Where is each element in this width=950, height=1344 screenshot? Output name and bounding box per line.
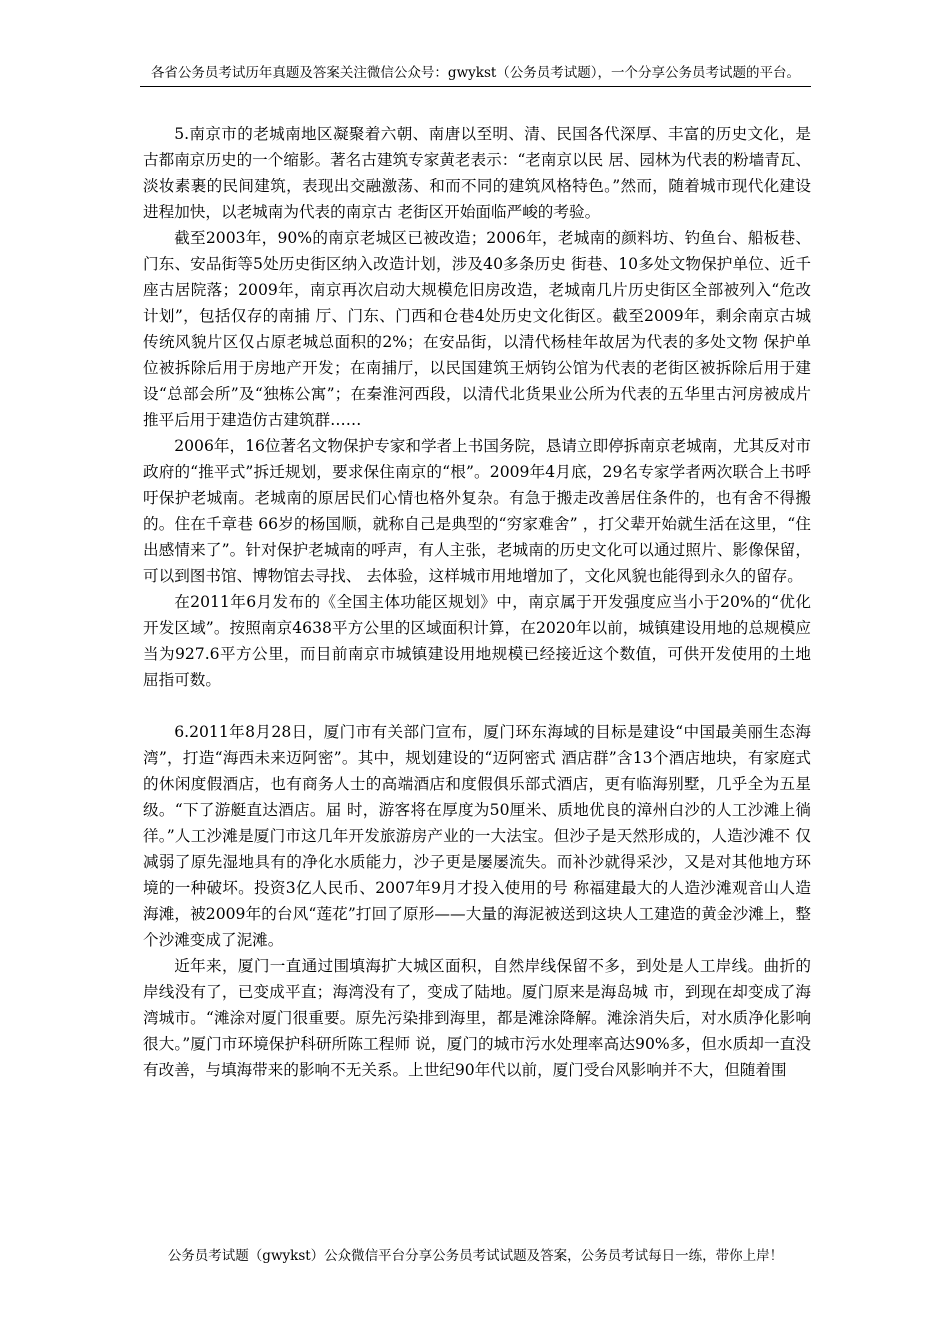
- page-header: 各省公务员考试历年真题及答案关注微信公众号：gwykst（公务员考试题），一个分享公务员考试题的平台。: [150, 65, 801, 81]
- section-spacer: [143, 693, 811, 719]
- section-5-paragraph-4: 在2011年6月发布的《全国主体功能区规划》中，南京属于开发强度应当小于20%的“优化开发区域”。按照南京4638平方公里的区域面积计算，在2020年以前，城镇建设用地的总规模应当为927.6平方公里，而目前南京市城镇建设用地规模已经接近这个数值，可供开发使用的土地屈指可数。: [143, 593, 811, 689]
- document-body: [143, 121, 811, 1083]
- section-5-paragraph-1: 5.南京市的老城南地区凝聚着六朝、南唐以至明、清、民国各代深厚、丰富的历史文化，是古都南京历史的一个缩影。著名古建筑专家黄老表示：“老南京以民 居、园林为代表的粉墙青瓦、淡妆素裹的民间建筑，表现出交融激荡、和而不同的建筑风格特色。”然而，随着城市现代化建设进程加快，以老城南为代表的南京古 老街区开始面临严峻的考验。: [143, 125, 811, 221]
- page-footer: 公务员考试题（gwykst）公众微信平台分享公务员考试试题及答案，公务员考试每日一练，带你上岸！: [167, 1248, 784, 1264]
- header-divider: [140, 86, 811, 87]
- section-6-paragraph-2: 近年来，厦门一直通过围填海扩大城区面积，自然岸线保留不多，到处是人工岸线。曲折的岸线没有了，已变成平直；海湾没有了，变成了陆地。厦门原来是海岛城 市，到现在却变成了海湾城市。“滩涂对厦门很重要。原先污染排到海里，都是滩涂降解。滩涂消失后，对水质净化影响很大。”厦门市环境保护科研所陈工程师 说，厦门的城市污水处理率高达90%多，但水质却一直没有改善，与填海带来的影响不无关系。上世纪90年代以前，厦门受台风影响并不大，但随着围: [143, 957, 811, 1079]
- section-6-paragraph-1: 6.2011年8月28日，厦门市有关部门宣布，厦门环东海域的目标是建设“中国最美丽生态海湾”，打造“海西未来迈阿密”。其中，规划建设的“迈阿密式 酒店群”含13个酒店地块，有家庭式的休闲度假酒店，也有商务人士的高端酒店和度假俱乐部式酒店，更有临海别墅，几乎全为五星级。“下了游艇直达酒店。届 时，游客将在厚度为50厘米、质地优良的漳州白沙的人工沙滩上徜徉。”人工沙滩是厦门市这几年开发旅游房产业的一大法宝。但沙子是天然形成的，人造沙滩不 仅减弱了原先湿地具有的净化水质能力，沙子更是屡屡流失。而补沙就得采沙，又是对其他地方环境的一种破坏。投资3亿人民币、2007年9月才投入使用的号 称福建最大的人造沙滩观音山人造海滩，被2009年的台风“莲花”打回了原形——大量的海泥被送到这块人工建造的黄金沙滩上，整个沙滩变成了泥滩。: [143, 723, 811, 949]
- section-5-paragraph-2: 截至2003年，90%的南京老城区已被改造；2006年，老城南的颜料坊、钓鱼台、船板巷、门东、安品街等5处历史街区纳入改造计划，涉及40多条历史 街巷、10多处文物保护单位、近千座古居院落；2009年，南京再次启动大规模危旧房改造，老城南几片历史街区全部被列入“危改计划”，包括仅存的南捕 厅、门东、门西和仓巷4处历史文化街区。截至2009年，剩余南京古城传统风貌片区仅占原老城总面积的2%；在安品街，以清代杨桂年故居为代表的多处文物 保护单位被拆除后用于房地产开发；在南捕厅，以民国建筑王炳钧公馆为代表的老街区被拆除后用于建设“总部会所”及“独栋公寓”；在秦淮河西段，以清代北货果业公所为代表的五华里古河房被成片推平后用于建造仿古建筑群……: [143, 229, 811, 429]
- section-5-paragraph-3: 2006年，16位著名文物保护专家和学者上书国务院，恳请立即停拆南京老城南，尤其反对市政府的“推平式”拆迁规划，要求保住南京的“根”。2009年4月底，29名专家学者两次联合上书呼吁保护老城南。老城南的原居民们心情也格外复杂。有急于搬走改善居住条件的，也有舍不得搬的。住在千章巷 66岁的杨国顺，就称自己是典型的“穷家难舍” ，打父辈开始就生活在这里，“住出感情来了”。针对保护老城南的呼声，有人主张，老城南的历史文化可以通过照片、影像保留，可以到图书馆、博物馆去寻找、 去体验，这样城市用地增加了，文化风貌也能得到永久的留存。: [143, 437, 811, 585]
